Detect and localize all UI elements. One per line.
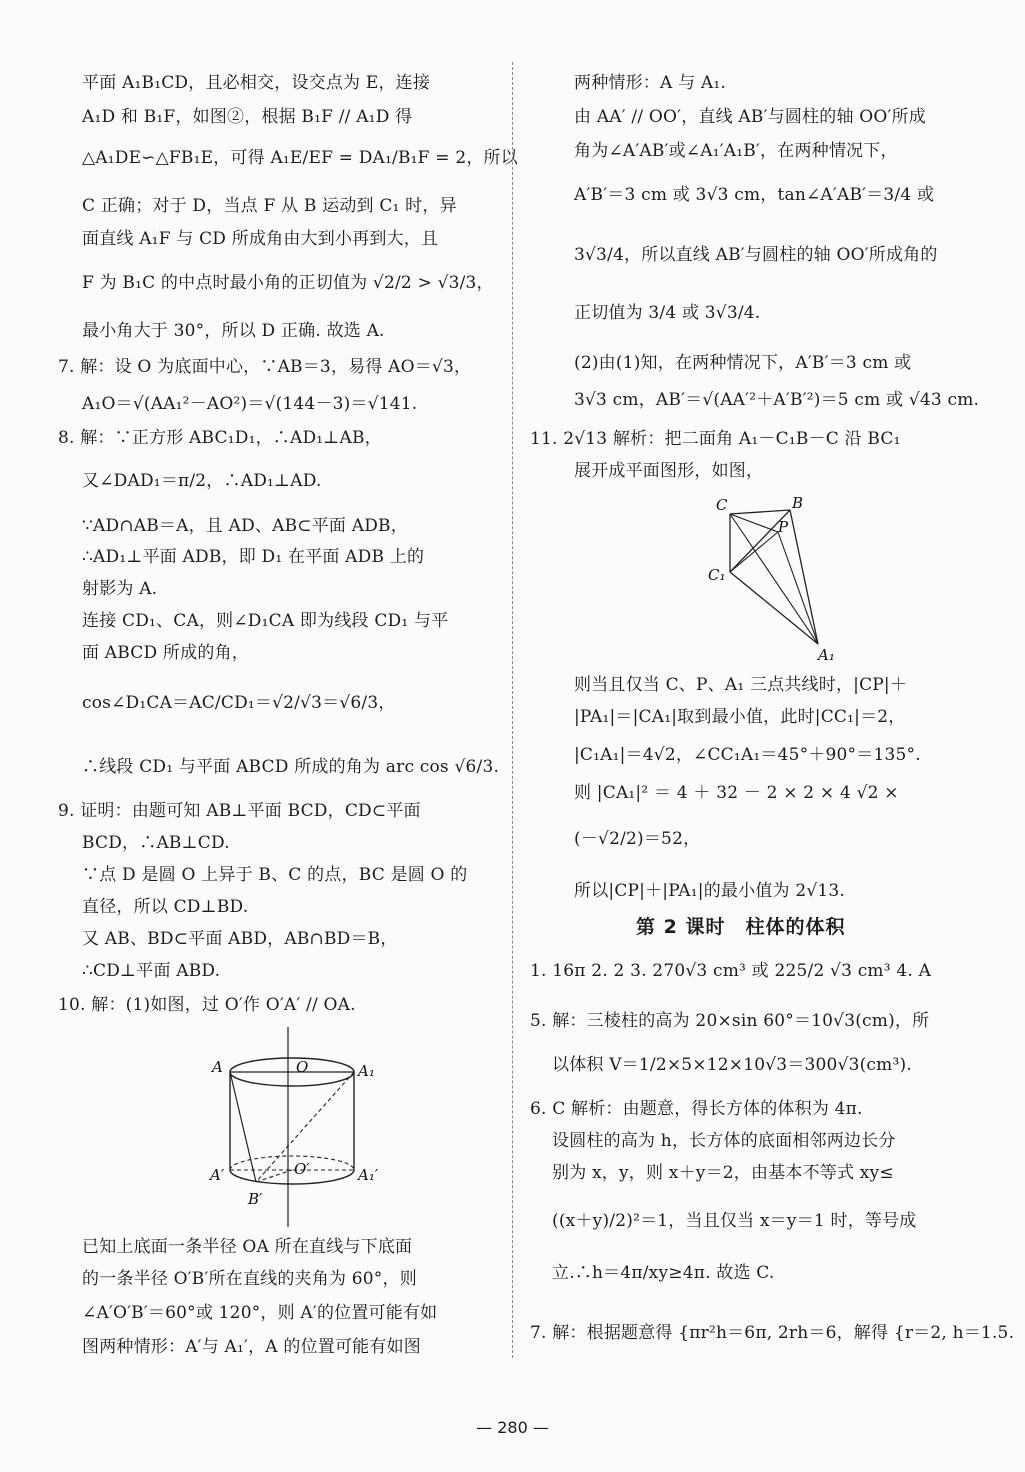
unfolded-triangle-figure xyxy=(706,492,856,667)
problem-6-line: 6. C 解析：由题意，得长方体的体积为 4π. xyxy=(530,1099,863,1119)
text-line: 3√3 cm，AB′＝√(AA′²＋A′B′²)＝5 cm 或 √43 cm. xyxy=(574,390,980,410)
section-heading: 第 2 课时 柱体的体积 xyxy=(636,916,846,938)
text-line: 以体积 V＝1/2×5×12×10√3＝300√3(cm³). xyxy=(552,1055,912,1075)
text-line: 又 AB、BD⊂平面 ABD，AB∩BD＝B， xyxy=(82,929,398,949)
text-line: ∴CD⊥平面 ABD. xyxy=(82,961,221,981)
text-line: 别为 x，y，则 x＋y＝2，由基本不等式 xy≤ xyxy=(552,1163,894,1183)
text-line: ∠A′O′B′＝60°或 120°，则 A′的位置可能有如 xyxy=(82,1303,438,1323)
text-line: F 为 B₁C 的中点时最小角的正切值为 √2/2 > √3/3， xyxy=(82,273,494,293)
problem-7-line: 7. 解：设 O 为底面中心，∵AB＝3，易得 AO＝√3， xyxy=(58,357,472,377)
text-line: 已知上底面一条半径 OA 所在直线与下底面 xyxy=(82,1237,413,1257)
text-line: |PA₁|＝|CA₁|取到最小值，此时|CC₁|＝2， xyxy=(574,707,906,727)
label-A1-prime: A₁′ xyxy=(358,1166,379,1184)
label-B-prime: B′ xyxy=(248,1190,263,1208)
text-line: 正切值为 3/4 或 3√3/4. xyxy=(574,303,761,323)
text-line: ∵点 D 是圆 O 上异于 B、C 的点，BC 是圆 O 的 xyxy=(82,865,468,885)
text-line: 3√3/4，所以直线 AB′与圆柱的轴 OO′所成角的 xyxy=(574,245,938,265)
text-line: 所以|CP|＋|PA₁|的最小值为 2√13. xyxy=(574,881,846,901)
label-C: C xyxy=(716,496,728,514)
label-O-prime: O′ xyxy=(294,1160,310,1178)
text-line: 角为∠A′AB′或∠A₁′A₁B′，在两种情况下， xyxy=(574,141,898,161)
text-line: C 正确；对于 D，当点 F 从 B 运动到 C₁ 时，异 xyxy=(82,196,457,216)
text-line: A₁O＝√(AA₁²－AO²)＝√(144－3)＝√141. xyxy=(82,394,418,414)
problem-10-line: 10. 解：(1)如图，过 O′作 O′A′ // OA. xyxy=(58,995,356,1015)
label-A-prime: A′ xyxy=(210,1166,225,1184)
text-line: BCD，∴AB⊥CD. xyxy=(82,833,230,853)
text-line: 的一条半径 O′B′所在直线的夹角为 60°，则 xyxy=(82,1269,417,1289)
label-B: B xyxy=(792,494,804,512)
text-line: 立.∴h＝4π/xy≥4π. 故选 C. xyxy=(552,1263,775,1283)
text-line: 则 |CA₁|² ＝ 4 ＋ 32 － 2 × 2 × 4 √2 × xyxy=(574,783,899,803)
problem-7b-line: 7. 解：根据题意得 {πr²h＝6π, 2rh＝6，解得 {r＝2, h＝1.5. xyxy=(530,1323,1015,1343)
problem-11-line: 11. 2√13 解析：把二面角 A₁－C₁B－C 沿 BC₁ xyxy=(530,429,901,449)
text-line: 最小角大于 30°，所以 D 正确. 故选 A. xyxy=(82,321,385,341)
text-line: 由 AA′ // OO′，直线 AB′与圆柱的轴 OO′所成 xyxy=(574,107,926,127)
label-A: A xyxy=(212,1058,223,1076)
cylinder-figure xyxy=(208,1022,388,1232)
text-line: A₁D 和 B₁F，如图②，根据 B₁F // A₁D 得 xyxy=(82,107,413,127)
text-line: 两种情形：A 与 A₁. xyxy=(574,73,726,93)
page-number: — 280 — xyxy=(476,1418,549,1437)
label-P: P xyxy=(778,518,789,536)
text-line: △A₁DE∽△FB₁E，可得 A₁E/EF = DA₁/B₁F = 2，所以 xyxy=(82,148,518,168)
text-line: 图两种情形：A′与 A₁′，A 的位置可能有如图 xyxy=(82,1337,421,1357)
label-O: O xyxy=(296,1058,309,1076)
text-line: 面 ABCD 所成的角， xyxy=(82,643,249,663)
text-line: ∴线段 CD₁ 与平面 ABCD 所成的角为 arc cos √6/3. xyxy=(82,757,500,777)
label-C1: C₁ xyxy=(708,566,726,584)
text-line: 展开成平面图形，如图， xyxy=(574,461,764,481)
problem-9-line: 9. 证明：由题可知 AB⊥平面 BCD，CD⊂平面 xyxy=(58,801,421,821)
label-A1: A₁ xyxy=(358,1062,375,1080)
label-A1: A₁ xyxy=(818,646,835,664)
text-line: |C₁A₁|＝4√2，∠CC₁A₁＝45°＋90°＝135°. xyxy=(574,745,921,765)
problem-5-line: 5. 解：三棱柱的高为 20×sin 60°＝10√3(cm)，所 xyxy=(530,1011,930,1031)
text-line: 面直线 A₁F 与 CD 所成角由大到小再到大，且 xyxy=(82,229,439,249)
text-line: 连接 CD₁、CA，则∠D₁CA 即为线段 CD₁ 与平 xyxy=(82,611,449,631)
text-line: 则当且仅当 C、P、A₁ 三点共线时，|CP|＋ xyxy=(574,675,908,695)
text-line: 直径，所以 CD⊥BD. xyxy=(82,897,249,917)
text-line: 射影为 A. xyxy=(82,579,158,599)
text-line: (－√2/2)＝52， xyxy=(574,829,701,849)
problems-1-4-line: 1. 16π 2. 2 3. 270√3 cm³ 或 225/2 √3 cm³ 4. A xyxy=(530,961,932,981)
problem-8-line: 8. 解：∵正方形 ABC₁D₁，∴AD₁⊥AB， xyxy=(58,428,382,448)
text-line: 平面 A₁B₁CD，且必相交，设交点为 E，连接 xyxy=(82,73,431,93)
text-line: A′B′＝3 cm 或 3√3 cm，tan∠A′AB′＝3/4 或 xyxy=(574,185,935,205)
text-line: cos∠D₁CA＝AC/CD₁＝√2/√3＝√6/3， xyxy=(82,693,396,713)
text-line: (2)由(1)知，在两种情况下，A′B′＝3 cm 或 xyxy=(574,353,912,373)
text-line: 又∠DAD₁＝π/2，∴AD₁⊥AD. xyxy=(82,471,322,491)
text-line: ((x＋y)/2)²＝1，当且仅当 x＝y＝1 时，等号成 xyxy=(552,1211,917,1231)
text-line: ∴AD₁⊥平面 ADB，即 D₁ 在平面 ADB 上的 xyxy=(82,547,425,567)
text-line: 设圆柱的高为 h，长方体的底面相邻两边长分 xyxy=(552,1131,896,1151)
column-divider xyxy=(512,62,513,1358)
text-line: ∵AD∩AB＝A，且 AD、AB⊂平面 ADB， xyxy=(82,516,408,536)
